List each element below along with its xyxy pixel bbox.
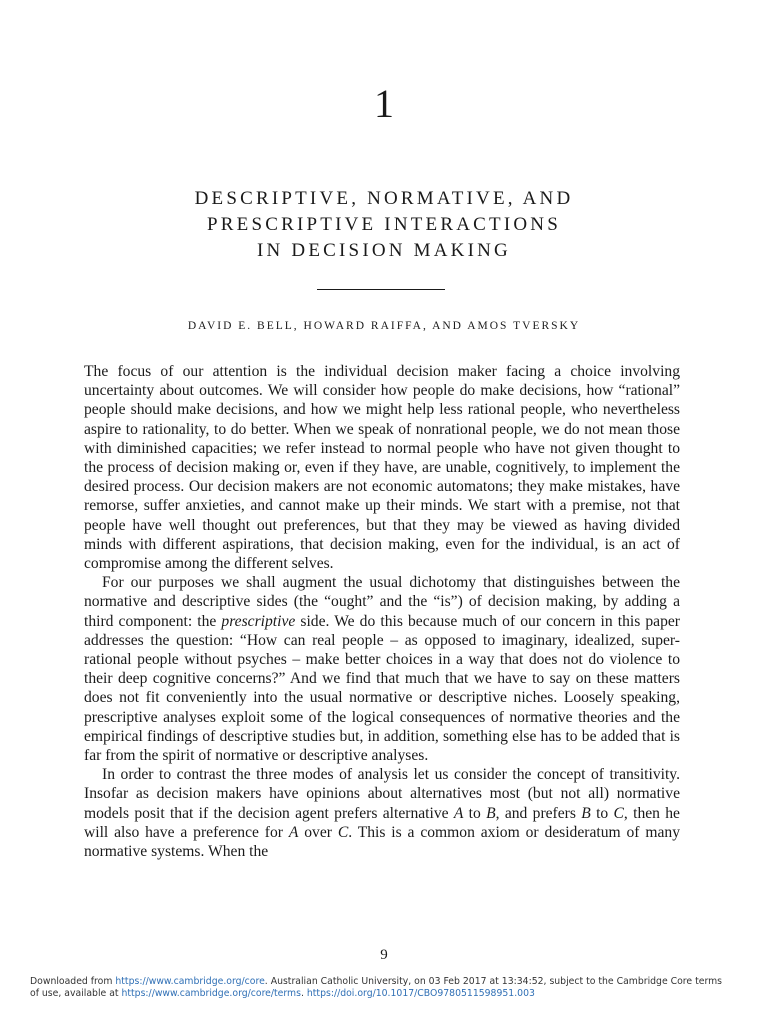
terms-link[interactable]: https://www.cambridge.org/core/terms bbox=[121, 988, 301, 999]
page-number: 9 bbox=[380, 947, 388, 963]
footer-text: . bbox=[300, 988, 307, 999]
footer-text: Downloaded from bbox=[30, 976, 116, 987]
footer-text: . Australian Catholic University, on 03 Feb 2017 at 13:34:52, subject to the Cambridge Core terms bbox=[264, 976, 723, 987]
text-run: to bbox=[463, 804, 487, 822]
text-run: In order to contrast the three modes of analysis let us consider the concept of transitivity. Insofar as decision makers have opinions about alternatives most (but not all) normative models posit that if the decision agent prefers alternative bbox=[84, 766, 680, 822]
text-run: over bbox=[298, 823, 338, 841]
chapter-title-line: IN DECISION MAKING bbox=[257, 240, 511, 261]
paragraph bbox=[84, 765, 680, 861]
author-list: DAVID E. BELL, HOWARD RAIFFA, AND AMOS TVERSKY bbox=[187, 320, 581, 332]
footer-text: of use, available at bbox=[30, 988, 122, 999]
chapter-number: 1 bbox=[374, 81, 394, 126]
chapter-title-line: PRESCRIPTIVE INTERACTIONS bbox=[207, 214, 561, 235]
text-run: side. We do this because much of our concern in this paper addresses the question: “How can real people – as opposed to imaginary, idealized, super-rational people without psyches – make better choices in a way that does not do violence to their deep cognitive concerns?” And we find that much that we have to say on these matters does not fit conveniently into the usual normative or descriptive niches. Loosely speaking, prescriptive analyses exploit some of the logical consequences of normative theories and the empirical findings of descriptive studies but, in addition, something else has to be added that is far from the spirit of normative or descriptive analyses. bbox=[84, 612, 680, 765]
italic-text: A bbox=[288, 823, 299, 841]
italic-text: C bbox=[613, 804, 624, 822]
paragraph bbox=[84, 573, 680, 765]
footer-line bbox=[30, 988, 768, 1000]
text-run: , and prefers bbox=[495, 804, 582, 822]
cambridge-core-link[interactable]: https://www.cambridge.org/core bbox=[115, 976, 265, 987]
text-run: For our purposes we shall augment the usual dichotomy that distinguishes between the normative and descriptive sides (the “ought” and the “is”) of decision making, by adding a third component: the bbox=[84, 574, 680, 630]
italic-text: B bbox=[581, 804, 591, 822]
text-run: . This is a common axiom or desideratum of many normative systems. When the bbox=[84, 823, 680, 861]
doi-link[interactable]: https://doi.org/10.1017/CBO9780511598951.003 bbox=[306, 988, 535, 999]
paragraph bbox=[84, 362, 680, 573]
body-text bbox=[84, 362, 680, 861]
footer-line bbox=[30, 976, 768, 988]
text-run: to bbox=[590, 804, 614, 822]
download-footer bbox=[30, 976, 768, 1000]
text-run: The focus of our attention is the individual decision maker facing a choice involving uncertainty about outcomes. We will consider how people do make decisions, how “rational” people should make decisions, and how we might help less rational people, who nevertheless aspire to rationality, to do better. When we speak of nonrational people, we do not mean those with diminished capacities; we refer instead to normal people who have not given thought to the process of decision making or, even if they have, are unable, cognitively, to implement the desired process. Our decision makers are not economic automatons; they make mistakes, have remorse, suffer anxieties, and cannot make up their minds. We start with a premise, not that people have well thought out preferences, but that they may be viewed as having divided minds with different aspirations, that decision making, even for the individual, is an act of compromise among the different selves. bbox=[84, 363, 680, 573]
italic-text: B bbox=[486, 804, 496, 822]
title-divider bbox=[317, 289, 445, 290]
italic-text: prescriptive bbox=[221, 612, 296, 630]
italic-text: C bbox=[337, 823, 349, 841]
chapter-title bbox=[0, 186, 768, 264]
text-run: , then he will also have a preference for bbox=[84, 804, 680, 841]
chapter-title-line: DESCRIPTIVE, NORMATIVE, AND bbox=[194, 188, 574, 209]
italic-text: A bbox=[453, 804, 464, 822]
